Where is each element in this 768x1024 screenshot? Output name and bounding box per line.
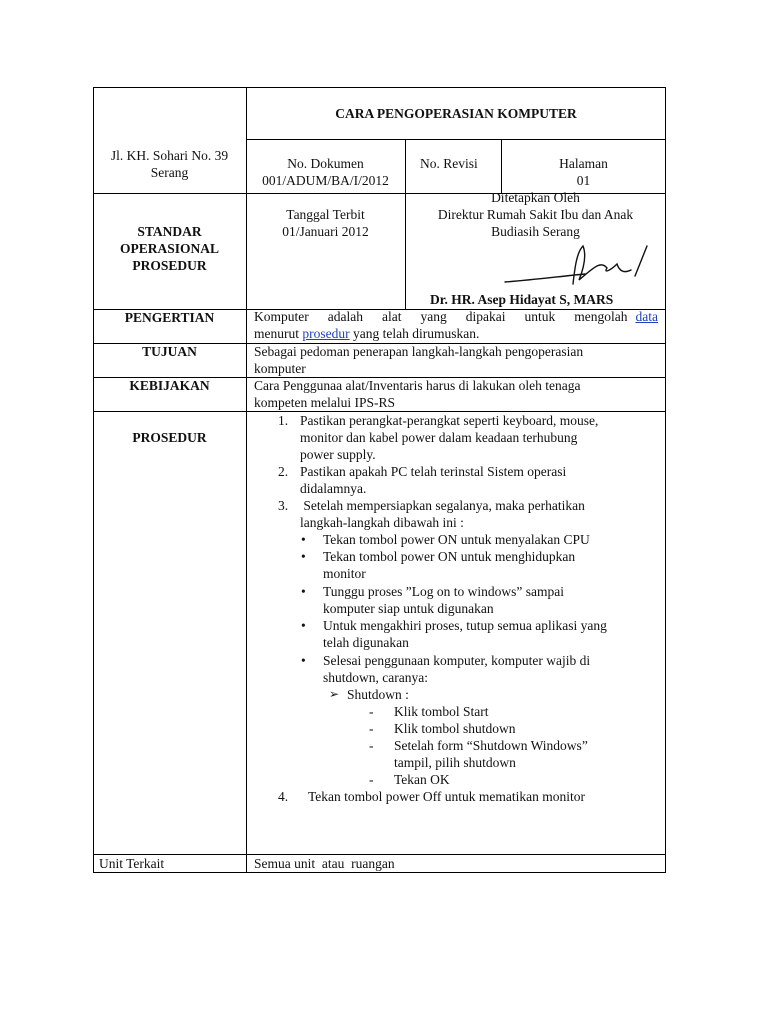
data-link[interactable]: data xyxy=(635,309,658,324)
unit-terkait-value: Semua unit atau ruangan xyxy=(254,856,395,871)
dash-icon: - xyxy=(369,738,374,753)
pengertian-text: Komputer adalah alat yang dipakai untuk mengolah xyxy=(254,309,628,324)
address-line-2: Serang xyxy=(150,165,189,180)
bullet-icon: • xyxy=(301,532,306,547)
bullet-text: Selesai penggunaan komputer, komputer wajib di xyxy=(323,653,591,668)
step-number: 2. xyxy=(278,464,289,479)
document-title: CARA PENGOPERASIAN KOMPUTER xyxy=(335,106,577,121)
step-text: didalamnya. xyxy=(300,481,367,496)
bullet-text: Tekan tombol power ON untuk menyalakan CPU xyxy=(323,532,590,547)
tujuan-text-line-1: Sebagai pedoman penerapan langkah-langkah pengoperasian xyxy=(254,344,584,359)
prosedur-label: PROSEDUR xyxy=(132,430,207,445)
sub-step-text: Tekan OK xyxy=(394,772,450,787)
issue-date-value: 01/Januari 2012 xyxy=(282,224,369,239)
pengertian-label: PENGERTIAN xyxy=(124,310,215,325)
pengertian-text-line-1 xyxy=(254,308,658,325)
sub-step-title: Shutdown : xyxy=(347,687,409,702)
dash-icon: - xyxy=(369,772,374,787)
bullet-text: komputer siap untuk digunakan xyxy=(323,601,494,616)
arrow-bullet-icon: ➢ xyxy=(329,687,340,701)
step-text: Pastikan perangkat-perangkat seperti keyboard, mouse, xyxy=(300,413,599,428)
table-border-left xyxy=(93,87,94,873)
bullet-text: Untuk mengakhiri proses, tutup semua aplikasi yang xyxy=(323,618,607,633)
sop-document-table xyxy=(93,87,666,873)
page-label: Halaman xyxy=(559,156,608,171)
pengertian-text-line-2 xyxy=(254,325,479,342)
sop-title-line-2: OPERASIONAL xyxy=(119,241,219,256)
sub-step-text: tampil, pilih shutdown xyxy=(394,755,516,770)
bullet-icon: • xyxy=(301,549,306,564)
pengertian-text-a: menurut xyxy=(254,326,299,341)
sop-title-line-1: STANDAR xyxy=(137,224,202,239)
table-border-bottom xyxy=(93,872,666,873)
unit-terkait-label: Unit Terkait xyxy=(99,856,165,871)
address-line-1: Jl. KH. Sohari No. 39 xyxy=(110,148,229,163)
step-number: 3. xyxy=(278,498,289,513)
bullet-icon: • xyxy=(301,653,306,668)
step-text: Setelah mempersiapkan segalanya, maka perhatikan xyxy=(300,498,585,513)
step-text: monitor dan kabel power dalam keadaan terhubung xyxy=(300,430,578,445)
issue-date-label: Tanggal Terbit xyxy=(286,207,365,222)
rule-title xyxy=(246,139,666,140)
dash-icon: - xyxy=(369,721,374,736)
bullet-text: Tunggu proses ”Log on to windows” sampai xyxy=(323,584,564,599)
prosedur-link[interactable]: prosedur xyxy=(302,326,350,341)
kebijakan-label: KEBIJAKAN xyxy=(129,378,210,393)
bullet-text: telah digunakan xyxy=(323,635,409,650)
bullet-text: monitor xyxy=(323,566,366,581)
pengertian-text-b: yang telah dirumuskan. xyxy=(353,326,480,341)
step-text: power supply. xyxy=(300,447,376,462)
sub-step-text: Klik tombol Start xyxy=(394,704,489,719)
step-number: 1. xyxy=(278,413,289,428)
table-border-top xyxy=(93,87,666,88)
approved-by-label: Ditetapkan Oleh xyxy=(491,190,580,205)
dash-icon: - xyxy=(369,704,374,719)
revision-label: No. Revisi xyxy=(420,156,478,171)
step-text: Tekan tombol power Off untuk mematikan monitor xyxy=(308,789,586,804)
kebijakan-text-line-2: kompeten melalui IPS-RS xyxy=(254,395,395,410)
sub-step-text: Klik tombol shutdown xyxy=(394,721,516,736)
sub-step-text: Setelah form “Shutdown Windows” xyxy=(394,738,588,753)
step-text: langkah-langkah dibawah ini : xyxy=(300,515,464,530)
bullet-text: Tekan tombol power ON untuk menghidupkan xyxy=(323,549,576,564)
signer-name: Dr. HR. Asep Hidayat S, MARS xyxy=(430,292,614,307)
step-text: Pastikan apakah PC telah terinstal Sistem operasi xyxy=(300,464,567,479)
kebijakan-text-line-1: Cara Penggunaa alat/Inventaris harus di lakukan oleh tenaga xyxy=(254,378,581,393)
approver-institution-line-2: Budiasih Serang xyxy=(491,224,580,239)
doc-number-value: 001/ADUM/BA/I/2012 xyxy=(262,173,389,188)
approver-institution-line-1: Direktur Rumah Sakit Ibu dan Anak xyxy=(437,207,634,222)
step-number: 4. xyxy=(278,789,289,804)
bullet-icon: • xyxy=(301,618,306,633)
page-value: 01 xyxy=(576,173,591,188)
bullet-icon: • xyxy=(301,584,306,599)
rule-label-column xyxy=(246,87,247,873)
doc-number-label: No. Dokumen xyxy=(287,156,364,171)
bullet-text: shutdown, caranya: xyxy=(323,670,428,685)
tujuan-text-line-2: komputer xyxy=(254,361,306,376)
tujuan-label: TUJUAN xyxy=(142,344,197,359)
signature-image xyxy=(503,240,653,292)
sop-title-line-3: PROSEDUR xyxy=(132,258,207,273)
